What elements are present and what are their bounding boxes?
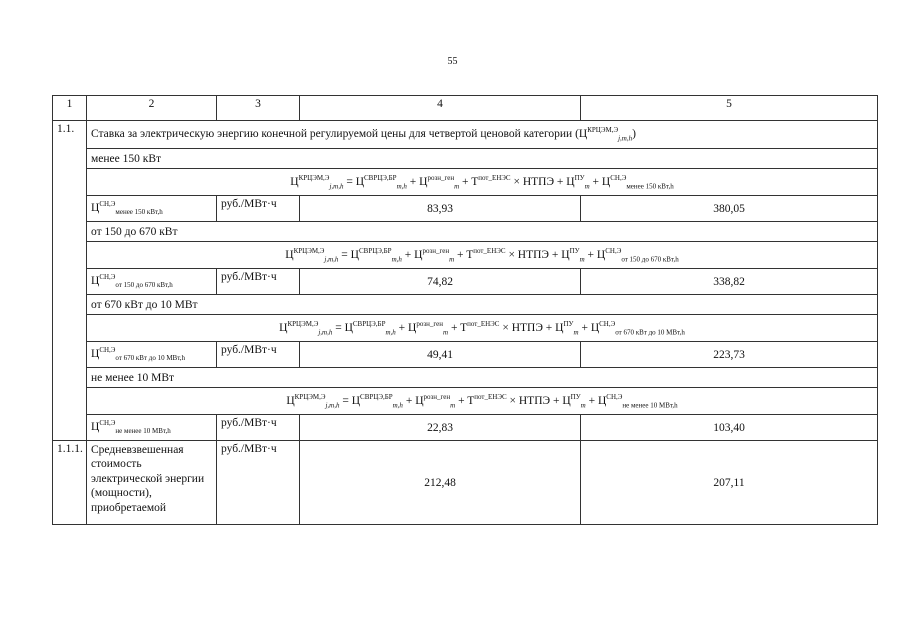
title-text: Ставка за электрическую энергию конечной регулируемой цены для четвертой ценовой категории ( bbox=[91, 128, 579, 141]
value-col5: 380,05 bbox=[581, 196, 878, 222]
value-col4: 83,93 bbox=[300, 196, 581, 222]
group-label: не менее 10 МВт bbox=[87, 368, 878, 388]
header-cell-1: 1 bbox=[53, 96, 87, 121]
title-close: ) bbox=[632, 128, 636, 141]
title-row bbox=[53, 121, 878, 149]
page-number: 55 bbox=[447, 56, 458, 67]
value-col5: 338,82 bbox=[581, 269, 878, 295]
value-symbol: $Ц^{СН,Э}_{от 150 до 670 кВт,h}$ bbox=[87, 269, 217, 295]
row-111-col4: 212,48 bbox=[300, 441, 581, 525]
formula-row bbox=[53, 388, 878, 415]
formula-row bbox=[53, 242, 878, 269]
formula-row bbox=[53, 169, 878, 196]
formula-cell: $Ц^{КРЦЭМ,Э}_{j,m,h} = Ц^{СВРЦЭ,БР}_{m,h} + Ц^{розн\_ген}_m + T^{пот\_ЕНЭС}$ × НТПЭ + $Ц^{ПУ}_m + Ц^{СН,Э}_{от 670 кВт до 10 МВт,h}$ bbox=[87, 315, 878, 342]
group-label-row bbox=[53, 149, 878, 169]
header-cell-4: 4 bbox=[300, 96, 581, 121]
header-row bbox=[53, 96, 878, 121]
tariff-table bbox=[52, 95, 878, 525]
value-row bbox=[53, 415, 878, 441]
header-cell-2: 2 bbox=[87, 96, 217, 121]
row-number: 1.1. bbox=[57, 123, 75, 135]
header-cell-5: 5 bbox=[581, 96, 878, 121]
value-row bbox=[53, 342, 878, 368]
unit-cell: руб./МВт·ч bbox=[217, 196, 300, 222]
group-label: от 150 до 670 кВт bbox=[87, 222, 878, 242]
row-111-unit: руб./МВт·ч bbox=[217, 441, 300, 525]
value-col4: 22,83 bbox=[300, 415, 581, 441]
group-label-row bbox=[53, 222, 878, 242]
value-col5: 223,73 bbox=[581, 342, 878, 368]
group-label: менее 150 кВт bbox=[87, 149, 878, 169]
row-111-number: 1.1.1. bbox=[53, 441, 87, 525]
value-col5: 103,40 bbox=[581, 415, 878, 441]
group-label-row bbox=[53, 368, 878, 388]
value-col4: 74,82 bbox=[300, 269, 581, 295]
value-symbol: $Ц^{СН,Э}_{не менее 10 МВт,h}$ bbox=[87, 415, 217, 441]
title-cell bbox=[87, 121, 878, 149]
value-symbol: $Ц^{СН,Э}_{менее 150 кВт,h}$ bbox=[87, 196, 217, 222]
formula-cell: $Ц^{КРЦЭМ,Э}_{j,m,h} = Ц^{СВРЦЭ,БР}_{m,h} + Ц^{розн\_ген}_m + T^{пот\_ЕНЭС}$ × НТПЭ + $Ц^{ПУ}_m + Ц^{СН,Э}_{менее 150 кВт,h}$ bbox=[87, 169, 878, 196]
header-cell-3: 3 bbox=[217, 96, 300, 121]
value-col4: 49,41 bbox=[300, 342, 581, 368]
formula-cell: $Ц^{КРЦЭМ,Э}_{j,m,h} = Ц^{СВРЦЭ,БР}_{m,h} + Ц^{розн\_ген}_m + T^{пот\_ЕНЭС}$ × НТПЭ + $Ц^{ПУ}_m + Ц^{СН,Э}_{от 150 до 670 кВт,h}$ bbox=[87, 242, 878, 269]
formula-row bbox=[53, 315, 878, 342]
group-label: от 670 кВт до 10 МВт bbox=[87, 295, 878, 315]
group-label-row bbox=[53, 295, 878, 315]
value-row bbox=[53, 269, 878, 295]
title-symbol: $Ц^{КРЦЭМ,Э}_{j,m,h}$ bbox=[578, 126, 633, 143]
row-111-col5: 207,11 bbox=[581, 441, 878, 525]
row-1-1-1 bbox=[53, 441, 878, 525]
row-111-text: Средневзвешенная стоимость электрической энергии (мощности), приобретаемой bbox=[87, 441, 217, 525]
value-row bbox=[53, 196, 878, 222]
row-number-cell bbox=[53, 121, 87, 441]
unit-cell: руб./МВт·ч bbox=[217, 269, 300, 295]
unit-cell: руб./МВт·ч bbox=[217, 342, 300, 368]
value-symbol: $Ц^{СН,Э}_{от 670 кВт до 10 МВт,h}$ bbox=[87, 342, 217, 368]
unit-cell: руб./МВт·ч bbox=[217, 415, 300, 441]
formula-cell: $Ц^{КРЦЭМ,Э}_{j,m,h} = Ц^{СВРЦЭ,БР}_{m,h} + Ц^{розн\_ген}_m + T^{пот\_ЕНЭС}$ × НТПЭ + $Ц^{ПУ}_m + Ц^{СН,Э}_{не менее 10 МВт,h}$ bbox=[87, 388, 878, 415]
